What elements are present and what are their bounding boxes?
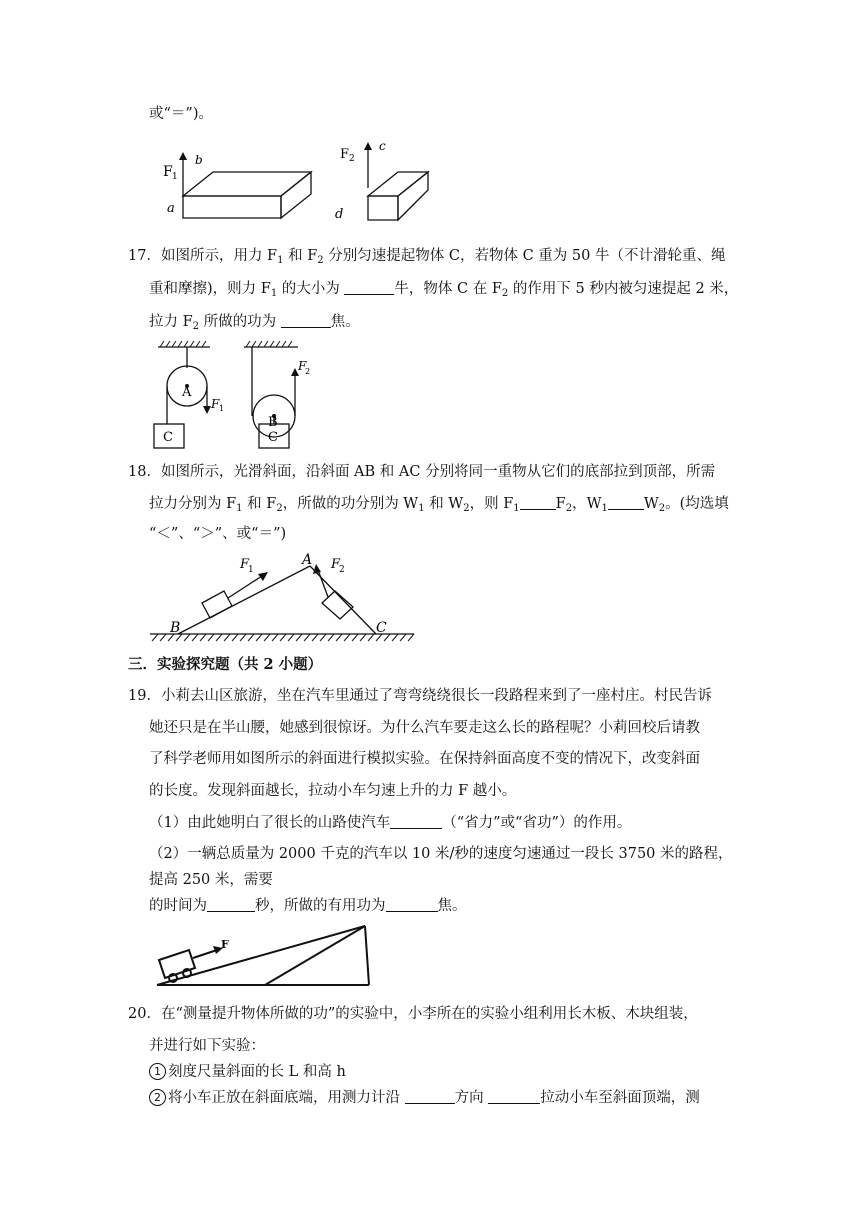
f2-label-17: F <box>298 359 307 373</box>
q17-line1: 17．如图所示，用力 $F_1$ 和 $F_2$ 分别匀速提起物体 C，若物体 C 重为 50 牛（不计滑轮重、绳 <box>128 248 726 266</box>
q19-blank-2[interactable] <box>207 896 255 912</box>
block-c-left: C <box>163 430 173 445</box>
svg-text:2: 2 <box>305 367 311 376</box>
q19-line4: 的长度。发现斜面越长，拉动小车匀速上升的力 F 越小。 <box>149 783 517 799</box>
f2-label: F <box>340 147 350 162</box>
q19-line1: 19．小莉去山区旅游，坐在汽车里通过了弯弯绕绕很长一段路程来到了一座村庄。村民告诉 <box>128 688 712 704</box>
b-label: b <box>195 153 203 167</box>
vertex-c-label: C <box>376 620 387 636</box>
q18-line3: “＜”、“＞”、或“＝”) <box>149 526 287 542</box>
f-label-19: F <box>221 938 229 951</box>
q19-line5: （1）由此她明白了很长的山路使汽车 （“省力”或“省功”）的作用。 <box>149 815 632 831</box>
f1-label: F <box>163 164 173 180</box>
q19-blank-1[interactable] <box>390 813 442 829</box>
q19-line3: 了科学老师用如图所示的斜面进行模拟实验。在保持斜面高度不变的情况下，改变斜面 <box>149 751 700 767</box>
q19-line7: 提高 250 米，需要 <box>149 872 273 888</box>
d-label: d <box>335 207 344 222</box>
q20-blank-2[interactable] <box>488 1088 540 1104</box>
vertex-a-label: A <box>302 552 313 568</box>
q17-line2: 重和摩擦)，则力 $F_1$ 的大小为 牛，物体 C 在 $F_2$ 的作用下 5 秒内被匀速提起 2 米， <box>149 281 739 299</box>
q19-line8: 的时间为 秒，所做的有用功为 焦。 <box>149 898 467 914</box>
q18-blank-1[interactable] <box>520 494 556 510</box>
block-c-right: C <box>268 430 278 445</box>
figure-16-blocks <box>155 138 440 230</box>
q18-blank-2[interactable] <box>608 494 644 510</box>
section-3-heading: 三．实验探究题（共 2 小题） <box>128 656 323 673</box>
f1-label-18: F <box>240 557 250 572</box>
q20-blank-1[interactable] <box>405 1088 455 1104</box>
step-1-mark: 1 <box>149 1063 166 1080</box>
q20-line2: 并进行如下实验： <box>149 1038 265 1054</box>
f1-label-17: F <box>211 397 220 411</box>
q19-line2: 她还只是在半山腰，她感到很惊讶。为什么汽车要走这么长的路程呢？小莉回校后请教 <box>149 720 700 736</box>
a-label: a <box>167 201 175 216</box>
q20-line1: 20．在“测量提升物体所做的功”的实验中，小李所在的实验小组利用长木板、木块组装， <box>128 1006 698 1022</box>
svg-text:1: 1 <box>172 172 178 182</box>
svg-text:2: 2 <box>339 565 345 575</box>
q17-line3: 拉力 $F_2$ 所做的功为 焦。 <box>149 314 360 332</box>
q17-blank-2[interactable] <box>281 312 331 328</box>
svg-text:1: 1 <box>219 404 225 413</box>
svg-text:1: 1 <box>248 565 254 575</box>
q18-line1: 18．如图所示，光滑斜面，沿斜面 AB 和 AC 分别将同一重物从它们的底部拉到顶部，所需 <box>128 464 716 480</box>
figure-18-inclines <box>150 548 418 648</box>
q16-tail: 或“＝”)。 <box>149 106 213 122</box>
pulley-a-label: A <box>182 385 192 400</box>
q20-step1: 1 刻度尺量斜面的长 L 和高 h <box>149 1062 346 1082</box>
q17-blank-1[interactable] <box>344 279 394 295</box>
f2-label-18: F <box>331 557 341 572</box>
c-label: c <box>379 139 386 153</box>
figure-19-incline-cart <box>155 920 380 990</box>
pulley-b-label: B <box>268 415 278 430</box>
figure-17-pulleys <box>148 338 311 450</box>
q18-line2: 拉力分别为 $F_1$ 和 $F_2$，所做的功分别为 $W_1$ 和 $W_2$，则 $F_1$ $F_2$，$W_1$ $W_2$。(均选填 <box>149 496 729 514</box>
svg-text:2: 2 <box>349 154 355 164</box>
vertex-b-label: B <box>170 620 181 636</box>
step-2-mark: 2 <box>149 1089 166 1106</box>
q19-blank-3[interactable] <box>386 896 438 912</box>
q19-line6: （2）一辆总质量为 2000 千克的汽车以 10 米/秒的速度匀速通过一段长 3750 米的路程， <box>149 846 733 862</box>
q20-step2: 2 将小车正放在斜面底端，用测力计沿 方向 拉动小车至斜面顶端，测 <box>149 1088 700 1108</box>
